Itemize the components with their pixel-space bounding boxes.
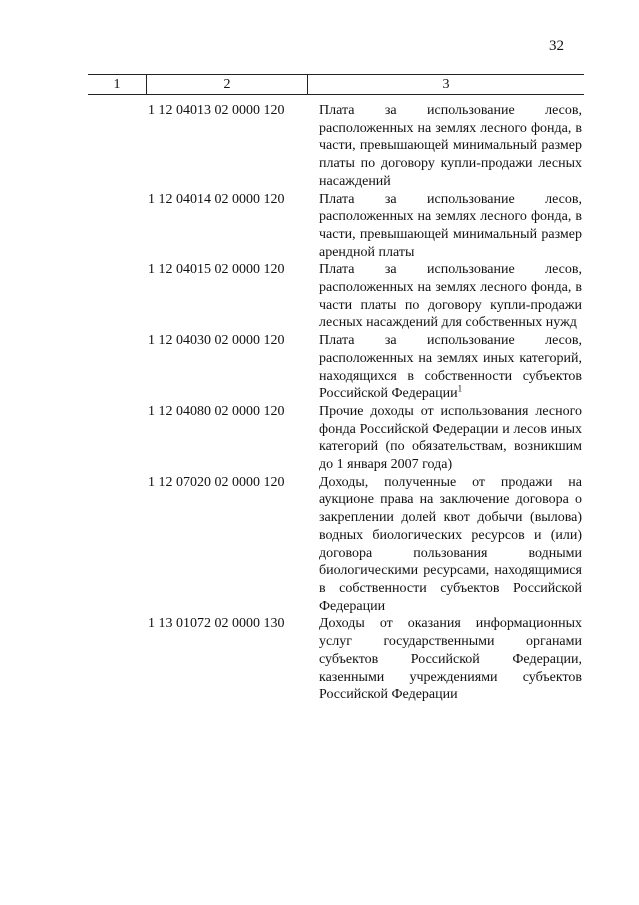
budget-code: 1 12 04080 02 0000 120 (148, 403, 285, 419)
income-description: Доходы, полученные от продажи на аукционе права на заключение договора о закреплении долей квот добычи (вылова) водных биологических ресурсов и (или) договора пользования водными биологическими ресурсами, находящимися в собственности субъектов Российской Федерации (319, 474, 582, 614)
income-description: Прочие доходы от использования лесного фонда Российской Федерации и лесов иных категорий (по обязательствам, возникшим до 1 января 2007 года) (319, 403, 582, 473)
table-header (88, 74, 584, 95)
budget-code: 1 13 01072 02 0000 130 (148, 616, 285, 632)
page-number: 32 (549, 38, 564, 54)
budget-code: 1 12 04015 02 0000 120 (148, 262, 285, 278)
table-row (0, 615, 639, 704)
income-description: Плата за использование лесов, расположенных на землях лесного фонда, в части, превышающей минимальный размер платы по договору купли-продажи лесных насаждений (319, 103, 582, 189)
header-col-1: 1 (88, 75, 147, 94)
budget-code: 1 12 04030 02 0000 120 (148, 333, 285, 349)
table-row (0, 403, 639, 474)
income-description (319, 332, 582, 403)
income-description: Плата за использование лесов, расположенных на землях лесного фонда, в части, превышающей минимальный размер арендной платы (319, 191, 582, 260)
table-row (0, 191, 639, 262)
header-col-3: 3 (442, 77, 450, 92)
table-row (0, 261, 639, 332)
budget-code: 1 12 07020 02 0000 120 (148, 474, 285, 490)
table-body (0, 102, 639, 704)
budget-code: 1 12 04014 02 0000 120 (148, 191, 285, 207)
table-row (0, 474, 639, 616)
table-row (0, 332, 639, 403)
footnote-marker: 1 (457, 383, 463, 394)
header-col-2: 2 (147, 75, 308, 94)
income-description: Доходы от оказания информационных услуг государственными органами субъектов Российской Федерации, казенными учреждениями субъектов Российской Федерации (319, 616, 582, 703)
budget-code: 1 12 04013 02 0000 120 (148, 103, 285, 118)
income-description-text: Плата за использование лесов, расположенных на землях иных категорий, находящихся в собственности субъектов Российской Федерации (319, 333, 582, 402)
table-row (0, 102, 639, 191)
income-description: Плата за использование лесов, расположенных на землях лесного фонда, в части платы по договору купли-продажи лесных насаждений для собственных нужд (319, 262, 582, 331)
